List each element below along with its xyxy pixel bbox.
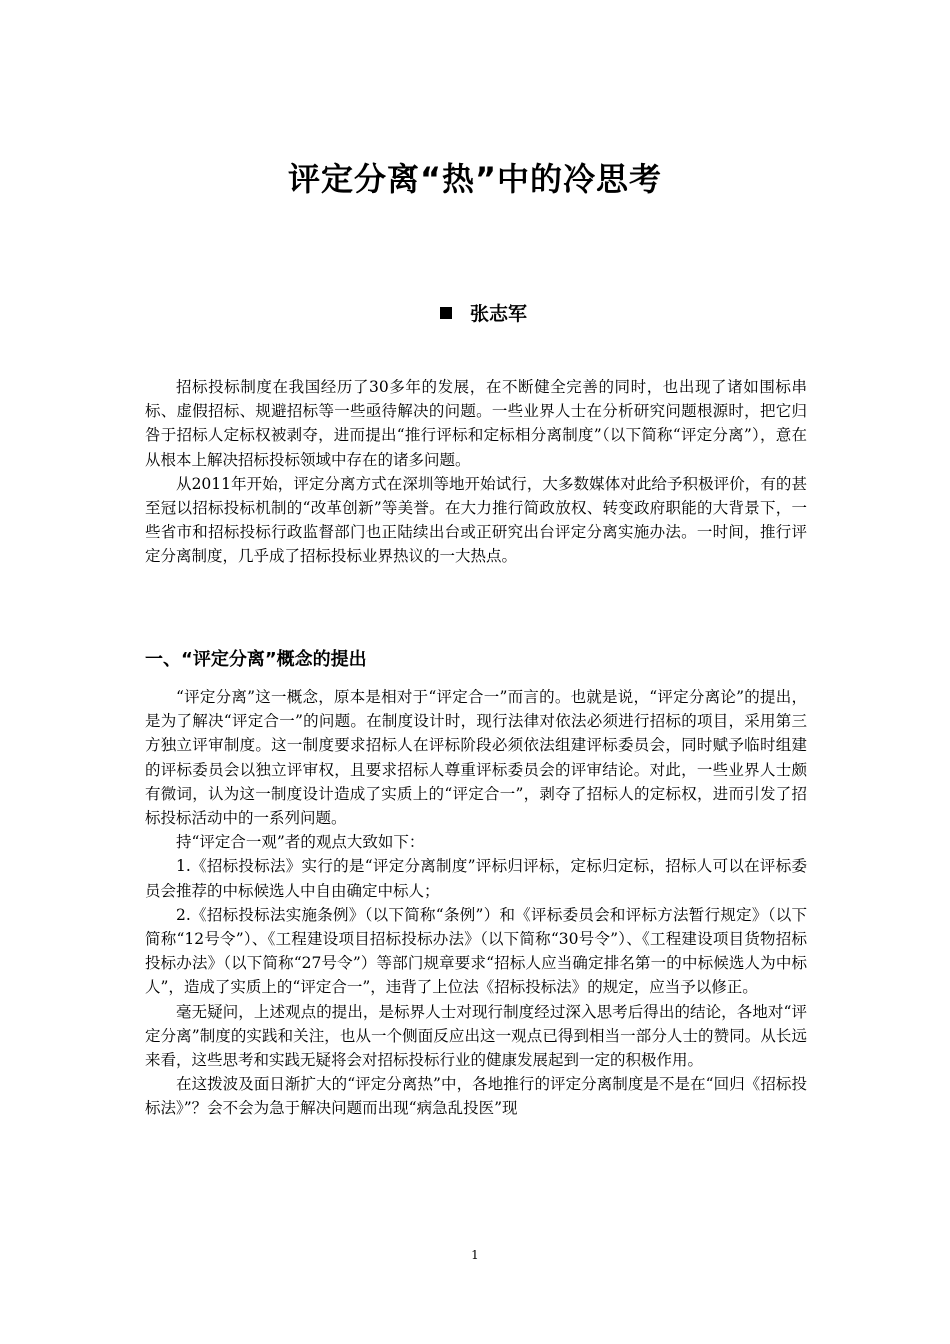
paragraph: 从2011年开始，评定分离方式在深圳等地开始试行，大多数媒体对此给予积极评价，有的甚至冠以招标投标机制的“改革创新”等美誉。在大力推行简政放权、转变政府职能的大背景下，一些省市和招标投标行政监督部门也正陆续出台或正研究出台评定分离实施办法。一时间，推行评定分离制度，几乎成了招标投标业界热议的一大热点。 bbox=[145, 474, 807, 566]
section-body bbox=[145, 685, 807, 1121]
bullet-square-icon bbox=[440, 307, 452, 319]
paragraph: 招标投标制度在我国经历了30多年的发展，在不断健全完善的同时，也出现了诸如围标串标、虚假招标、规避招标等一些亟待解决的问题。一些业界人士在分析研究问题根源时，把它归咎于招标人定标权被剥夺，进而提出“推行评标和定标相分离制度”（以下简称“评定分离”），意在从根本上解决招标投标领域中存在的诸多问题。 bbox=[145, 378, 807, 469]
page-number: 1 bbox=[471, 1248, 479, 1262]
paragraph: “评定分离”这一概念，原本是相对于“评定合一”而言的。也就是说，“评定分离论”的提出，是为了解决“评定合一”的问题。在制度设计时，现行法律对依法必须进行招标的项目，采用第三方独立评审制度。这一制度要求招标人在评标阶段必须依法组建评标委员会，同时赋予临时组建的评标委员会以独立评审权，且要求招标人尊重评标委员会的评审结论。对此，一些业界人士颇有微词，认为这一制度设计造成了实质上的“评定合一”，剥夺了招标人的定标权，进而引发了招标投标活动中的一系列问题。 bbox=[145, 688, 807, 828]
paragraph: 2.《招标投标法实施条例》（以下简称“条例”）和《评标委员会和评标方法暂行规定》（以下简称“12号令”）、《工程建设项目招标投标办法》（以下简称“30号令”）、《工程建设项目货物招标投标办法》（以下简称“27号令”）等部门规章要求“招标人应当确定排名第一的中标候选人为中标人”，造成了实质上的“评定合一”，违背了上位法《招标投标法》的规定，应当予以修正。 bbox=[145, 905, 807, 997]
document-title: 评定分离“热”中的冷思考 bbox=[287, 160, 663, 198]
paragraph: 在这拨波及面日渐扩大的“评定分离热”中，各地推行的评定分离制度是不是在“回归《招标投标法》”？会不会为急于解决问题而出现“病急乱投医”现 bbox=[145, 1075, 807, 1118]
section-heading: 一、“评定分离”概念的提出 bbox=[145, 649, 367, 670]
author-name: 张志军 bbox=[470, 303, 528, 325]
author-line bbox=[440, 298, 527, 330]
intro-section bbox=[145, 375, 807, 569]
paragraph: 毫无疑问，上述观点的提出，是标界人士对现行制度经过深入思考后得出的结论，各地对“评定分离”制度的实践和关注，也从一个侧面反应出这一观点已得到相当一部分人士的赞同。从长远来看，这些思考和实践无疑将会对招标投标行业的健康发展起到一定的积极作用。 bbox=[145, 1002, 807, 1070]
paragraph: 1.《招标投标法》实行的是“评定分离制度”评标归评标，定标归定标，招标人可以在评标委员会推荐的中标候选人中自由确定中标人； bbox=[145, 857, 807, 900]
paragraph: 持“评定合一观”者的观点大致如下： bbox=[176, 833, 425, 852]
